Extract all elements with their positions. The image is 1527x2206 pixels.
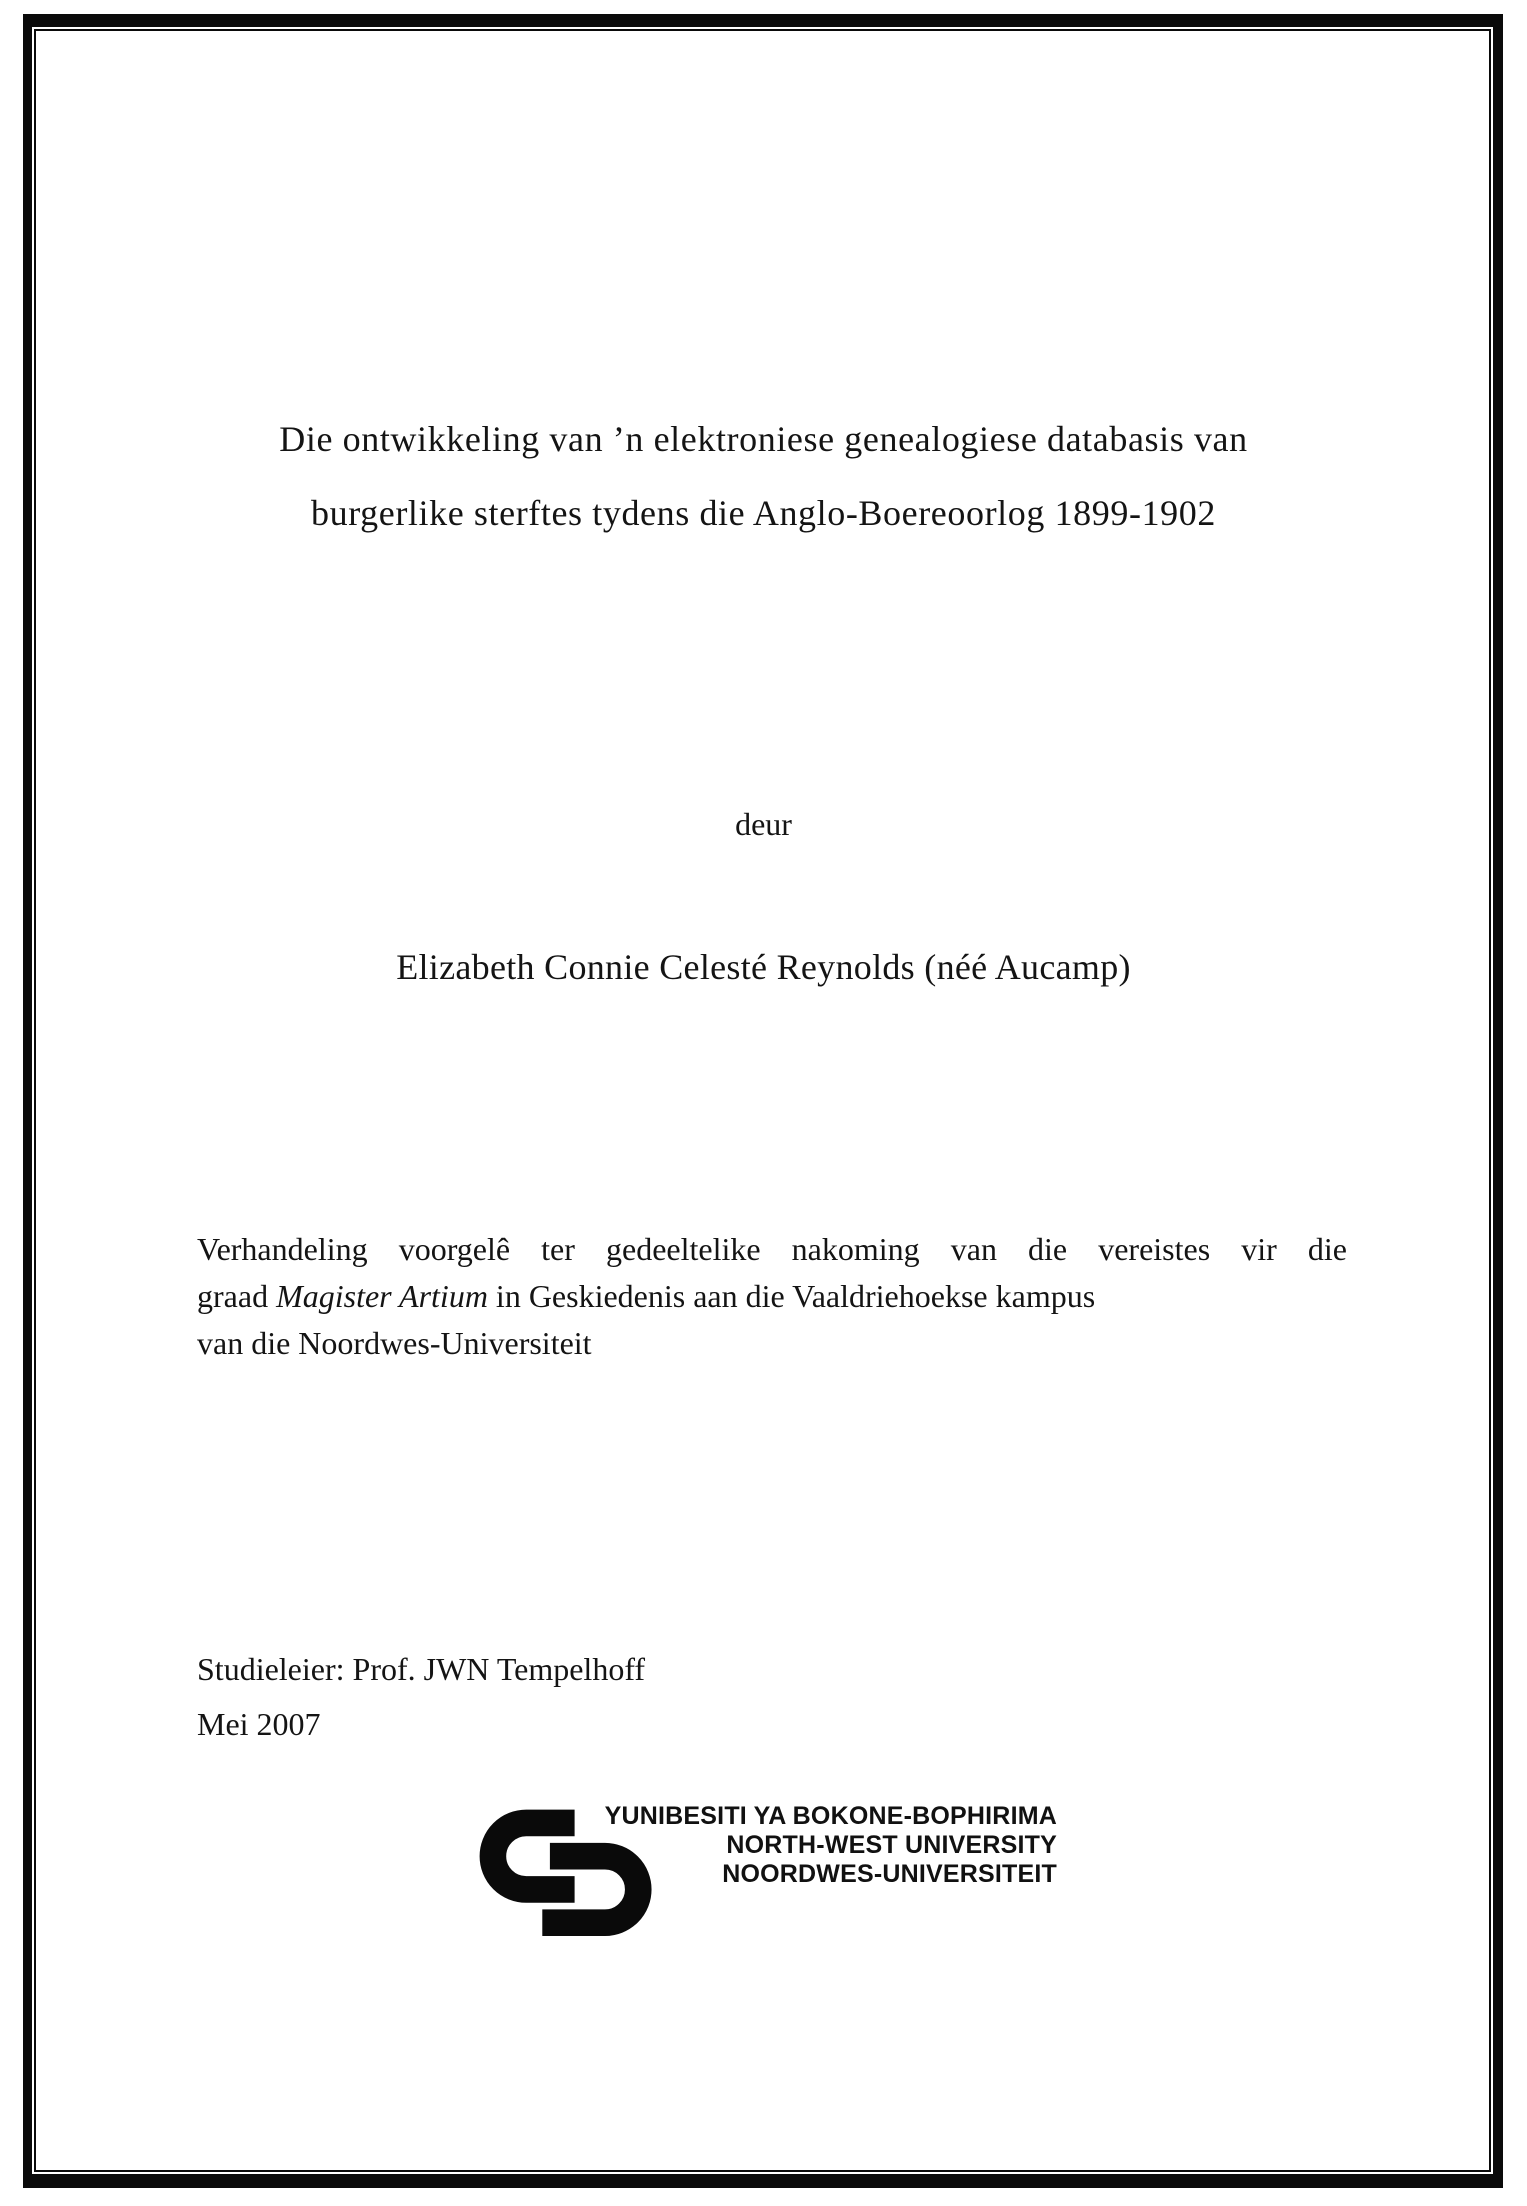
degree-statement [197, 1226, 1347, 1367]
degree-name-italic: Magister Artium [276, 1278, 488, 1314]
thesis-title-line2: burgerlike sterftes tydens die Anglo-Boereoorlog 1899-1902 [311, 493, 1216, 533]
date-line: Mei 2007 [197, 1706, 321, 1742]
logo-line-english: NORTH-WEST UNIVERSITY [726, 1831, 1057, 1859]
author-name: Elizabeth Connie Celesté Reynolds (néé Aucamp) [396, 947, 1131, 987]
supervisor-block [197, 1642, 645, 1752]
degree-statement-line3: van die Noordwes-Universiteit [197, 1325, 592, 1361]
byline-deur: deur [735, 806, 792, 842]
logo-line-afrikaans: NOORDWES-UNIVERSITEIT [722, 1860, 1057, 1888]
university-logo-text [605, 1802, 1057, 1889]
degree-statement-line2-pre: graad [197, 1278, 277, 1314]
logo-line-setswana: YUNIBESITI YA BOKONE-BOPHIRIMA [604, 1802, 1057, 1830]
thesis-title [120, 402, 1407, 550]
thesis-title-line1: Die ontwikkeling van ’n elektroniese genealogiese databasis van [279, 419, 1248, 459]
degree-statement-line2-post: in Geskiedenis aan die Vaaldriehoekse kampus [487, 1278, 1096, 1314]
degree-statement-line2 [197, 1273, 1347, 1320]
degree-statement-line1: Verhandeling voorgelê ter gedeeltelike nakoming van die vereistes vir die [197, 1231, 1347, 1267]
supervisor-line: Studieleier: Prof. JWN Tempelhoff [197, 1651, 646, 1687]
